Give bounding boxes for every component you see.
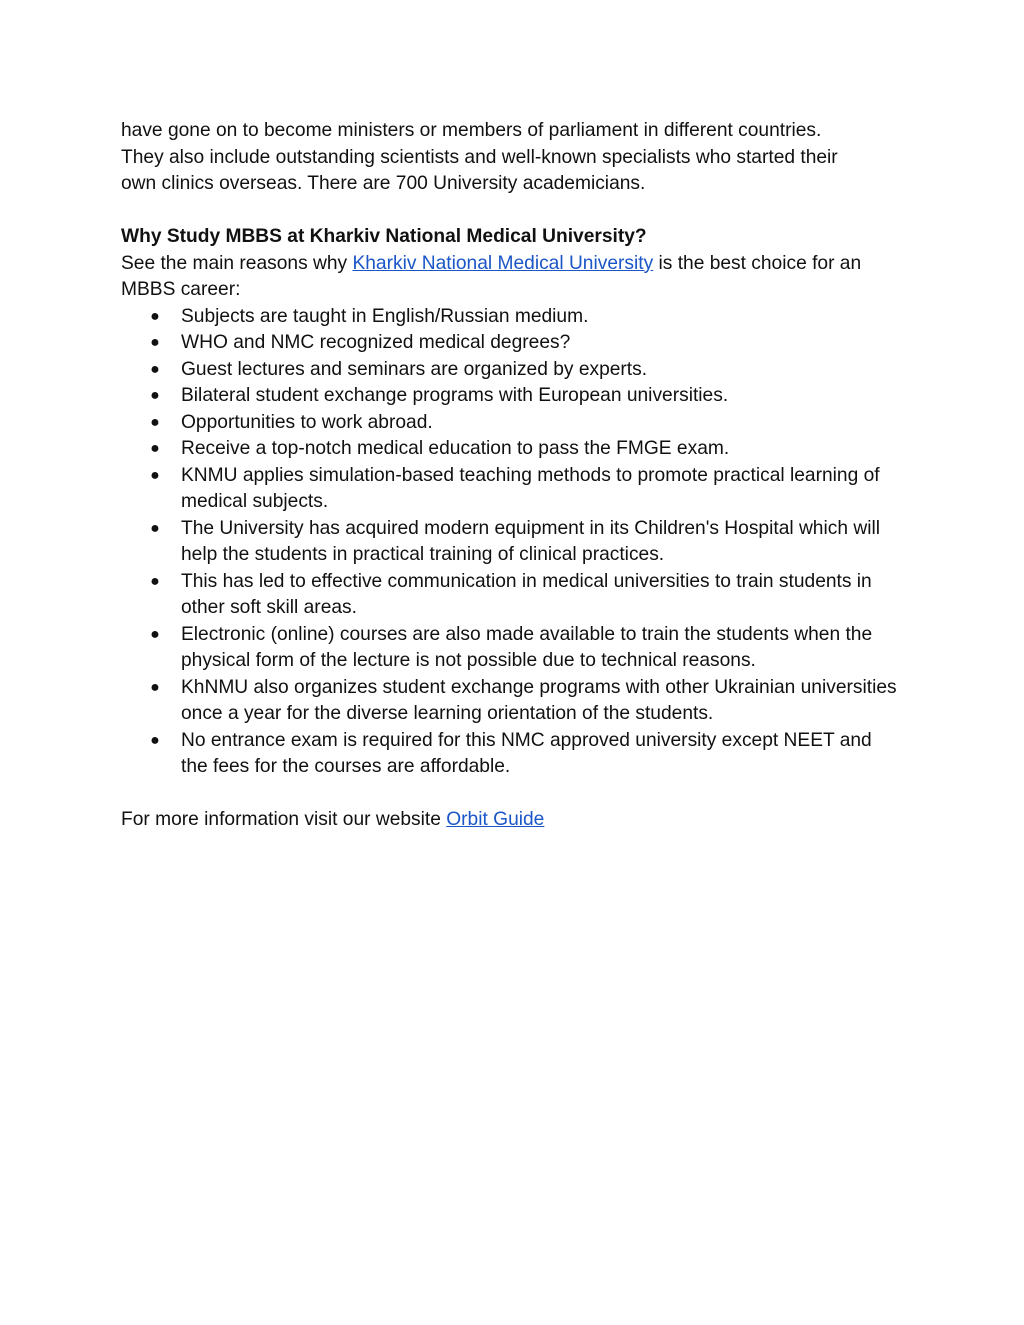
bullet-icon: ●: [150, 440, 160, 457]
list-item: [121, 436, 911, 463]
bullet-icon: ●: [150, 360, 160, 378]
list-item: [121, 357, 911, 384]
list-item: [121, 383, 911, 410]
section-lead-after: is the best choice for an MBBS career:: [121, 252, 862, 300]
bullet-icon: ●: [150, 307, 160, 325]
section-heading: Why Study MBBS at Kharkiv National Medical University?: [121, 226, 647, 247]
list-item-text: The University has acquired modern equipment in its Children's Hospital which will help the students in practical training of clinical practices.: [181, 517, 880, 565]
list-item: [121, 304, 911, 331]
list-item-text: Bilateral student exchange programs with European universities.: [181, 385, 729, 406]
section-lead-before: See the main reasons why: [121, 252, 353, 274]
bullet-icon: ●: [150, 572, 160, 590]
intro-line-1: have gone on to become ministers or members of parliament in different countries.: [121, 120, 822, 141]
bullet-icon: ●: [150, 334, 160, 351]
list-item: [121, 675, 911, 728]
list-item-text: WHO and NMC recognized medical degrees?: [181, 332, 571, 353]
footer-text: For more information visit our website: [121, 809, 447, 830]
bullet-icon: ●: [150, 519, 160, 537]
list-item: [121, 463, 911, 516]
document-page: [121, 118, 911, 834]
list-item-text: This has led to effective communication in medical universities to train students in other soft skill areas.: [181, 570, 872, 618]
list-item: [121, 622, 911, 675]
list-item: [121, 410, 911, 437]
list-item: [121, 569, 911, 622]
list-item-text: Guest lectures and seminars are organized by experts.: [181, 358, 648, 380]
list-item-text: Opportunities to work abroad.: [181, 411, 433, 433]
paragraph-spacer: [121, 781, 911, 808]
list-item: [121, 728, 911, 781]
footer-line: [121, 807, 911, 834]
list-item-text: Subjects are taught in English/Russian medium.: [181, 305, 589, 327]
intro-line-3: own clinics overseas. There are 700 University academicians.: [121, 173, 646, 194]
bullet-icon: ●: [150, 387, 160, 404]
orbit-guide-link[interactable]: Orbit Guide: [446, 809, 545, 830]
list-item-text: No entrance exam is required for this NMC approved university except NEET and the fees for the courses are affordable.: [181, 729, 872, 777]
paragraph-spacer: [121, 198, 911, 225]
list-item-text: KhNMU also organizes student exchange programs with other Ukrainian universities once a year for the diverse learning orientation of the students.: [181, 676, 897, 724]
bullet-icon: ●: [150, 678, 160, 696]
bullet-icon: ●: [150, 625, 160, 643]
bullet-icon: ●: [150, 466, 160, 484]
reasons-list: [121, 304, 911, 781]
bullet-icon: ●: [150, 731, 160, 749]
list-item: [121, 516, 911, 569]
intro-line-2: They also include outstanding scientists and well-known specialists who started their: [121, 146, 838, 168]
list-item-text: Receive a top-notch medical education to pass the FMGE exam.: [181, 438, 730, 459]
list-item: [121, 330, 911, 357]
list-item-text: Electronic (online) courses are also made available to train the students when the physical form of the lecture is not possible due to technical reasons.: [181, 623, 873, 671]
section-lead: [121, 251, 911, 304]
bullet-icon: ●: [150, 413, 160, 431]
knmu-link[interactable]: Kharkiv National Medical University: [352, 252, 654, 274]
list-item-text: KNMU applies simulation-based teaching methods to promote practical learning of medical subjects.: [181, 464, 880, 512]
